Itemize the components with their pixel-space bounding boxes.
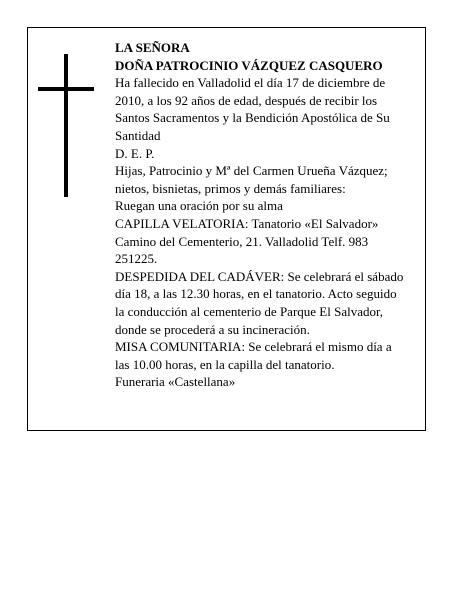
funeraria: Funeraria «Castellana» [115,374,236,390]
prayer-request: Ruegan una oración por su alma [115,198,283,214]
misa-comunitaria: MISA COMUNITARIA: Se celebrará el mismo día a las 10.00 horas, en la capilla del tanatorio. [115,339,392,372]
obituary-text [115,39,407,391]
deceased-name: DOÑA PATROCINIO VÁZQUEZ CASQUERO [115,57,383,73]
notice-heading: LA SEÑORA [115,40,190,55]
capilla-velatoria: CAPILLA VELATORIA: Tanatorio «El Salvador» Camino del Cementerio, 21. Valladolid Telf. 983 251225. [115,215,379,267]
family-line: Hijas, Patrocinio y Mª del Carmen Urueña Vázquez; nietos, bisnietas, primos y demás familiares: [115,163,388,196]
cross-vertical-bar [64,54,68,197]
cross-horizontal-bar [38,87,94,91]
despedida-cadaver: DESPEDIDA DEL CADÁVER: Se celebrará el sábado día 18, a las 12.30 horas, en el tanatorio. Acto seguido la conducción al cementerio de Parque El Salvador, donde se procederá a su incineración. [115,268,404,337]
dep-line: D. E. P. [115,145,155,161]
death-announcement: Ha fallecido en Valladolid el día 17 de diciembre de 2010, a los 92 años de edad, después de recibir los Santos Sacramentos y la Bendición Apostólica de Su Santidad [115,75,390,143]
